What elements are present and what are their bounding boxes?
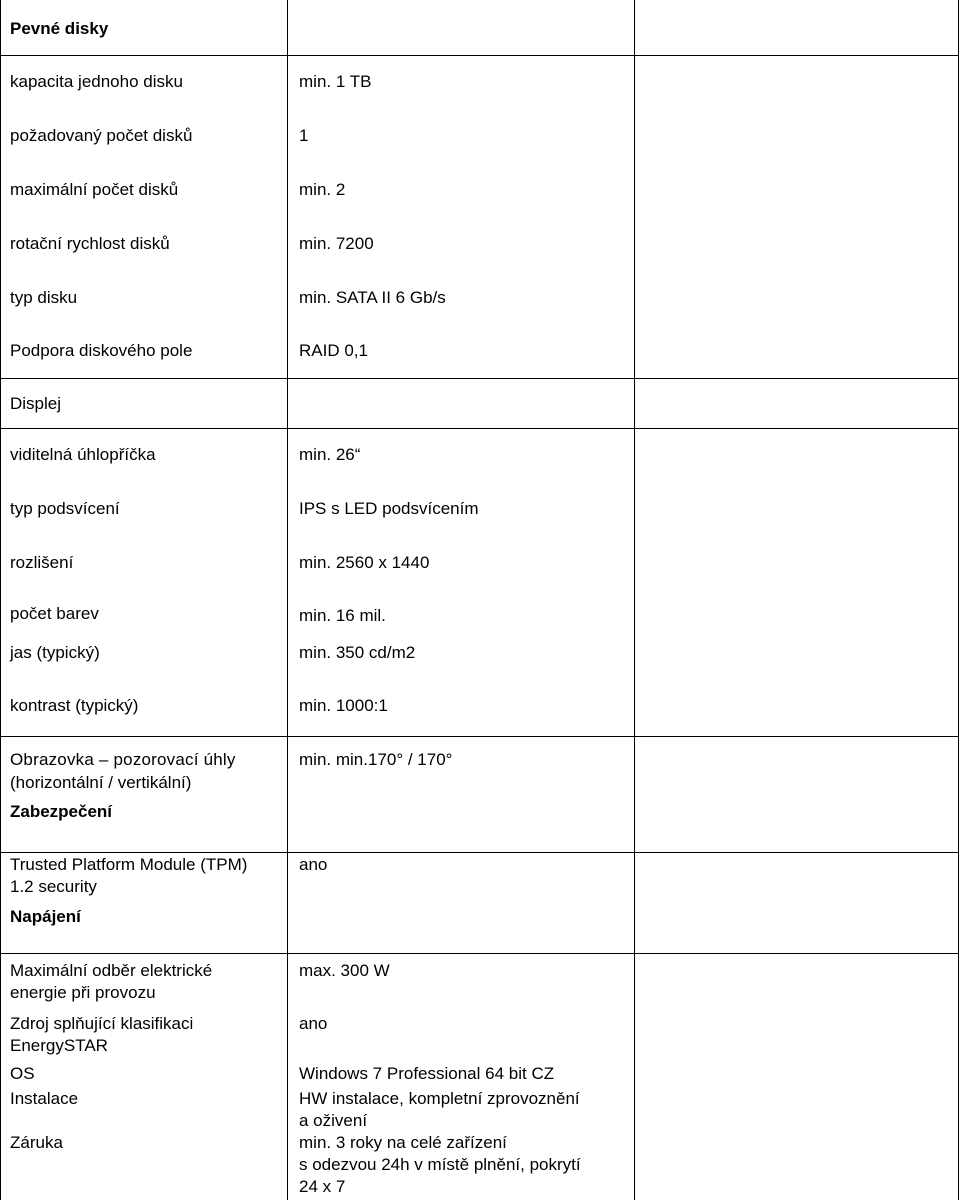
install-value-line1: HW instalace, kompletní zprovoznění <box>299 1089 580 1108</box>
section-heading-display: Displej <box>10 394 62 413</box>
row-divider <box>0 55 959 56</box>
row-divider <box>0 428 959 429</box>
tpm-value: ano <box>299 855 328 874</box>
os-value: Windows 7 Professional 64 bit CZ <box>299 1064 555 1083</box>
disk-capacity-value: min. 1 TB <box>299 72 372 91</box>
disk-type-label: typ disku <box>10 288 78 307</box>
row-divider <box>0 378 959 379</box>
colors-label: počet barev <box>10 604 99 623</box>
diagonal-value: min. 26“ <box>299 445 361 464</box>
disk-rpm-label: rotační rychlost disků <box>10 234 170 253</box>
section-heading-disks: Pevné disky <box>10 19 109 38</box>
raid-value: RAID 0,1 <box>299 341 368 360</box>
warranty-value-line2: s odezvou 24h v místě plnění, pokrytí <box>299 1155 581 1174</box>
contrast-label: kontrast (typický) <box>10 696 139 715</box>
brightness-value: min. 350 cd/m2 <box>299 643 416 662</box>
energystar-label-line1: Zdroj splňující klasifikaci <box>10 1014 194 1033</box>
disk-rpm-value: min. 7200 <box>299 234 374 253</box>
disk-capacity-label: kapacita jednoho disku <box>10 72 183 91</box>
install-label: Instalace <box>10 1089 79 1108</box>
energystar-value: ano <box>299 1014 328 1033</box>
resolution-label: rozlišení <box>10 553 74 572</box>
install-value-line2: a oživení <box>299 1111 368 1130</box>
table-border-left <box>0 0 1 1200</box>
row-divider <box>0 736 959 737</box>
colors-value: min. 16 mil. <box>299 606 386 625</box>
disk-count-label: požadovaný počet disků <box>10 126 193 145</box>
disk-type-value: min. SATA II 6 Gb/s <box>299 288 446 307</box>
viewing-angle-label-line1: Obrazovka – pozorovací úhly <box>10 750 236 769</box>
warranty-value-line3: 24 x 7 <box>299 1177 346 1196</box>
table-border-right <box>958 0 959 1200</box>
backlight-value: IPS s LED podsvícením <box>299 499 479 518</box>
power-draw-value: max. 300 W <box>299 961 390 980</box>
viewing-angle-value: min. min.170° / 170° <box>299 750 453 769</box>
contrast-value: min. 1000:1 <box>299 696 388 715</box>
brightness-label: jas (typický) <box>10 643 100 662</box>
resolution-value: min. 2560 x 1440 <box>299 553 430 572</box>
tpm-label-line2: 1.2 security <box>10 877 97 896</box>
warranty-label: Záruka <box>10 1133 63 1152</box>
section-heading-security: Zabezpečení <box>10 802 113 821</box>
viewing-angle-label-line2: (horizontální / vertikální) <box>10 773 192 792</box>
power-draw-label-line2: energie při provozu <box>10 983 156 1002</box>
warranty-value-line1: min. 3 roky na celé zařízení <box>299 1133 507 1152</box>
os-label: OS <box>10 1064 35 1083</box>
column-divider-1 <box>287 0 288 1200</box>
disk-max-label: maximální počet disků <box>10 180 179 199</box>
disk-count-value: 1 <box>299 126 309 145</box>
section-heading-power: Napájení <box>10 907 81 926</box>
backlight-label: typ podsvícení <box>10 499 120 518</box>
column-divider-2 <box>634 0 635 1200</box>
power-draw-label-line1: Maximální odběr elektrické <box>10 961 213 980</box>
disk-max-value: min. 2 <box>299 180 346 199</box>
diagonal-label: viditelná úhlopříčka <box>10 445 156 464</box>
tpm-label-line1: Trusted Platform Module (TPM) <box>10 855 248 874</box>
energystar-label-line2: EnergySTAR <box>10 1036 108 1055</box>
row-divider <box>0 953 959 954</box>
raid-label: Podpora diskového pole <box>10 341 193 360</box>
